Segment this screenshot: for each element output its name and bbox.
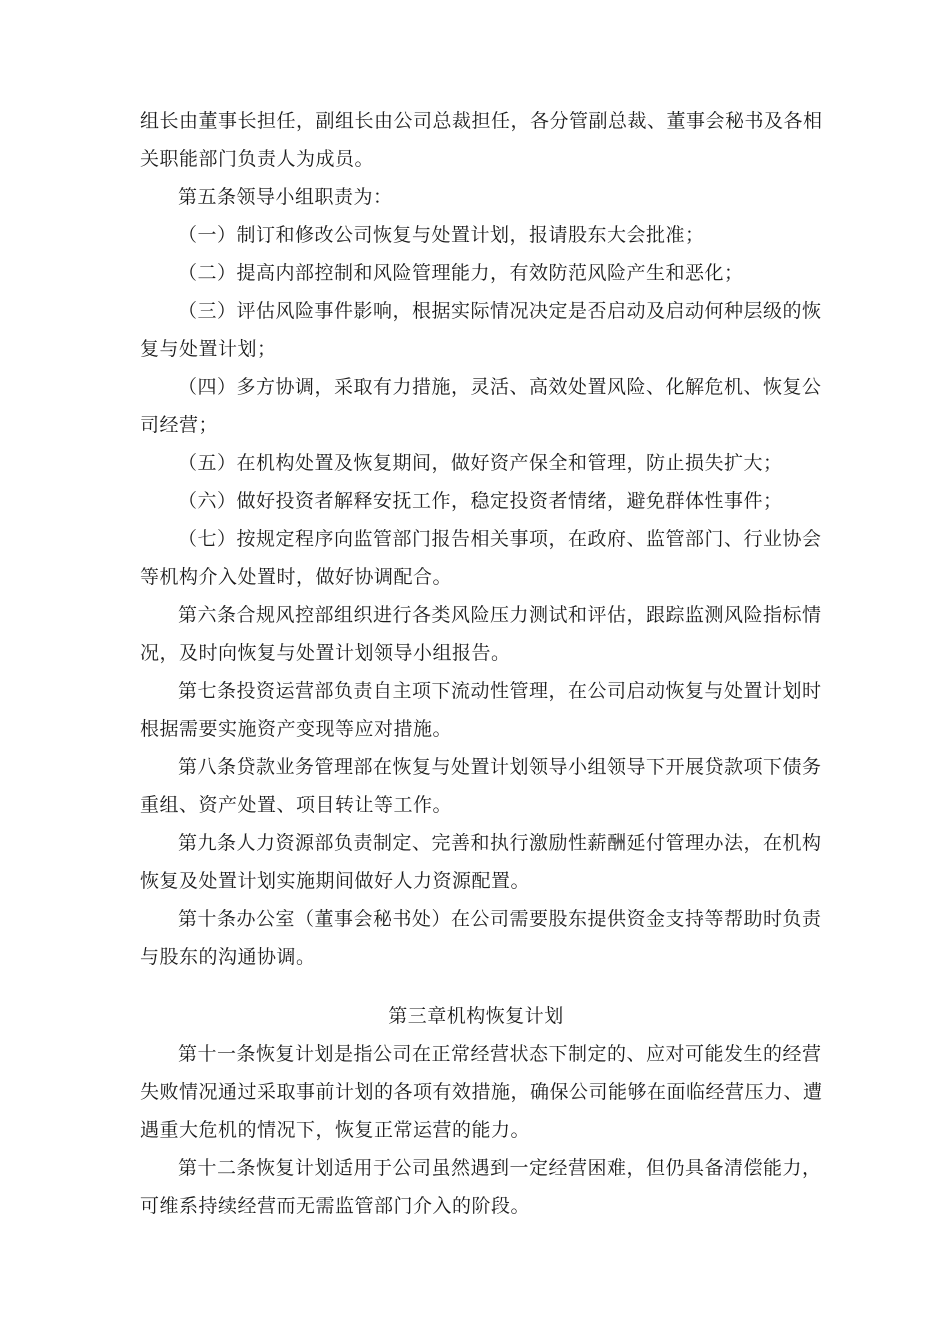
text-line: （七）按规定程序向监管部门报告相关事项，在政府、监管部门、行业协会 xyxy=(178,528,822,550)
chapter-heading: 第三章机构恢复计划 xyxy=(388,1005,564,1027)
text-line: 根据需要实施资产变现等应对措施。 xyxy=(140,718,453,740)
text-line: （一）制订和修改公司恢复与处置计划，报请股东大会批准； xyxy=(178,224,705,246)
text-line: 遇重大危机的情况下，恢复正常运营的能力。 xyxy=(140,1119,531,1141)
text-line: （六）做好投资者解释安抚工作，稳定投资者情绪，避免群体性事件； xyxy=(178,490,783,512)
text-line: （三）评估风险事件影响，根据实际情况决定是否启动及启动何种层级的恢 xyxy=(178,300,822,322)
text-line: 第六条合规风控部组织进行各类风险压力测试和评估，跟踪监测风险指标情 xyxy=(178,604,822,626)
text-line: 可维系持续经营而无需监管部门介入的阶段。 xyxy=(140,1195,531,1217)
text-line: （二）提高内部控制和风险管理能力，有效防范风险产生和恶化； xyxy=(178,262,744,284)
text-line: 第十条办公室（董事会秘书处）在公司需要股东提供资金支持等帮助时负责 xyxy=(178,908,822,930)
text-line: 第五条领导小组职责为： xyxy=(178,186,393,208)
text-line: 第七条投资运营部负责自主项下流动性管理，在公司启动恢复与处置计划时 xyxy=(178,680,822,702)
text-line: 等机构介入处置时，做好协调配合。 xyxy=(140,566,453,588)
text-line: 关职能部门负责人为成员。 xyxy=(140,148,375,170)
text-line: （五）在机构处置及恢复期间，做好资产保全和管理，防止损失扩大； xyxy=(178,452,783,474)
text-line: 复与处置计划； xyxy=(140,338,277,360)
text-line: 第十二条恢复计划适用于公司虽然遇到一定经营困难，但仍具备清偿能力， xyxy=(178,1157,822,1179)
text-line: 司经营； xyxy=(140,414,219,436)
text-line: 与股东的沟通协调。 xyxy=(140,946,316,968)
text-line: 第八条贷款业务管理部在恢复与处置计划领导小组领导下开展贷款项下债务 xyxy=(178,756,822,778)
text-line: 组长由董事长担任，副组长由公司总裁担任，各分管副总裁、董事会秘书及各相 xyxy=(140,110,823,132)
text-line: 重组、资产处置、项目转让等工作。 xyxy=(140,794,453,816)
text-line: 失败情况通过采取事前计划的各项有效措施，确保公司能够在面临经营压力、遭 xyxy=(140,1081,823,1103)
text-line: 恢复及处置计划实施期间做好人力资源配置。 xyxy=(140,870,531,892)
text-line: 第九条人力资源部负责制定、完善和执行激励性薪酬延付管理办法，在机构 xyxy=(178,832,822,854)
text-line: 况，及时向恢复与处置计划领导小组报告。 xyxy=(140,642,511,664)
text-line: 第十一条恢复计划是指公司在正常经营状态下制定的、应对可能发生的经营 xyxy=(178,1043,822,1065)
text-line: （四）多方协调，采取有力措施，灵活、高效处置风险、化解危机、恢复公 xyxy=(178,376,822,398)
